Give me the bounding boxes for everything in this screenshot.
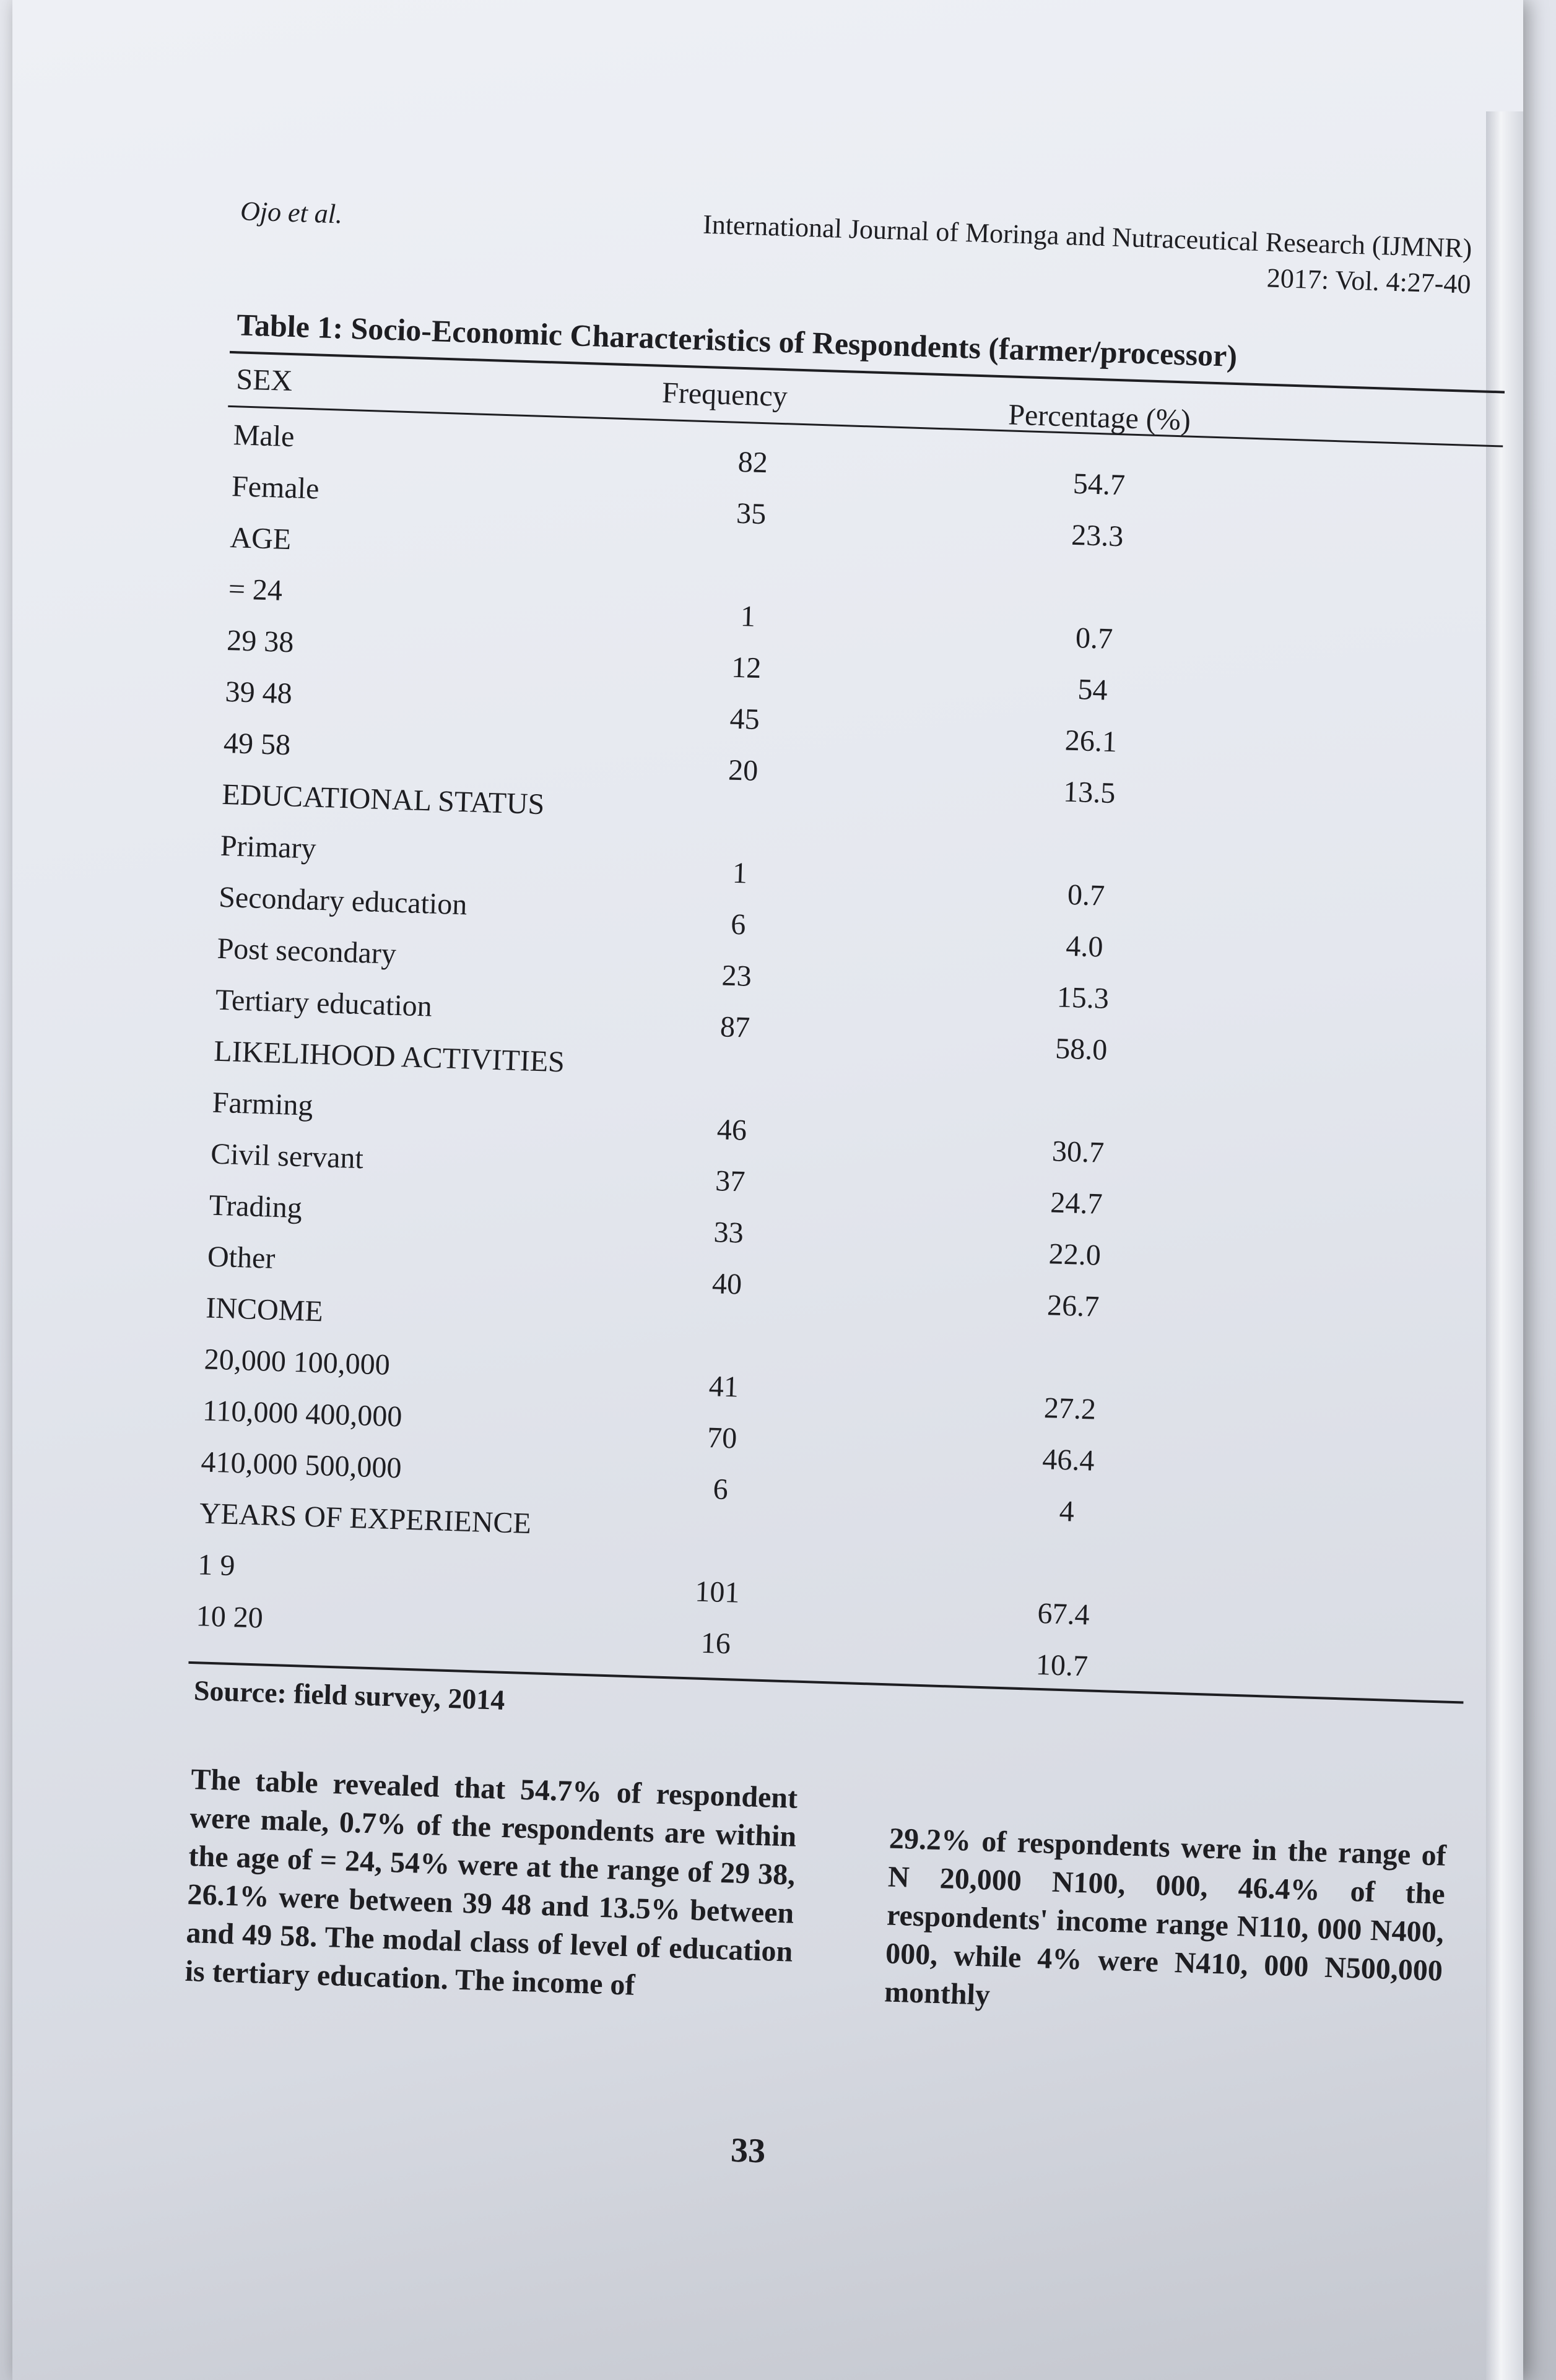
row-frequency: 35 bbox=[736, 496, 767, 531]
running-header-journal bbox=[702, 207, 1473, 303]
row-label: Primary bbox=[220, 829, 317, 865]
row-label: Other bbox=[207, 1240, 276, 1275]
row-frequency: 70 bbox=[706, 1421, 738, 1455]
journal-name: International Journal of Moringa and Nutraceutical Research (IJMNR) bbox=[702, 209, 1473, 264]
row-frequency: 6 bbox=[730, 907, 747, 941]
row-label: Male bbox=[232, 418, 295, 454]
row-frequency: 46 bbox=[716, 1113, 747, 1147]
row-frequency: 33 bbox=[713, 1216, 744, 1250]
row-percentage: 10.7 bbox=[1035, 1648, 1089, 1683]
body-paragraph-right: 29.2% of respondents were in the range of N 20,000 N100, 000, 46.4% of the respondents' income range N110, 000 N400, 000, while 4% were N410, 000 N500,000 monthly bbox=[884, 1822, 1447, 2012]
row-percentage: 30.7 bbox=[1051, 1135, 1105, 1169]
body-paragraph-left: The table revealed that 54.7% of respondent were male, 0.7% of the respondents are within the age of = 24, 54% were at the range of 29 38, 26.1% were between 39 48 and 13.5% between and 49 58. The modal class of level of education is tertiary education. The income of bbox=[184, 1763, 798, 2002]
table-source-note: Source: field survey, 2014 bbox=[193, 1674, 506, 1716]
column-header-frequency: Frequency bbox=[661, 376, 788, 413]
row-percentage: 4.0 bbox=[1065, 929, 1104, 964]
page-content bbox=[72, 173, 1498, 2257]
row-frequency: 23 bbox=[721, 959, 752, 993]
row-percentage: 4 bbox=[1059, 1494, 1075, 1528]
row-label: 410,000 500,000 bbox=[200, 1445, 402, 1485]
row-frequency: 87 bbox=[719, 1010, 750, 1044]
journal-page bbox=[12, 0, 1523, 2380]
row-label: 110,000 400,000 bbox=[202, 1394, 403, 1434]
row-percentage: 15.3 bbox=[1056, 980, 1110, 1015]
row-label: Secondary education bbox=[218, 880, 468, 922]
row-frequency: 101 bbox=[694, 1575, 741, 1609]
row-frequency: 20 bbox=[728, 753, 759, 788]
row-percentage: 54 bbox=[1077, 673, 1108, 707]
running-header-author: Ojo et al. bbox=[240, 196, 343, 230]
row-percentage: 13.5 bbox=[1063, 775, 1116, 810]
row-label: 1 9 bbox=[197, 1548, 236, 1583]
row-percentage: 0.7 bbox=[1075, 621, 1113, 656]
row-frequency: 40 bbox=[711, 1267, 742, 1301]
row-label: Farming bbox=[212, 1086, 314, 1122]
row-percentage: 26.7 bbox=[1046, 1289, 1100, 1323]
row-label: 49 58 bbox=[223, 726, 291, 762]
row-label: 20,000 100,000 bbox=[204, 1343, 391, 1382]
row-frequency: 45 bbox=[729, 702, 760, 737]
row-percentage: 23.3 bbox=[1071, 518, 1124, 553]
row-label: 29 38 bbox=[226, 623, 295, 659]
row-label: Civil servant bbox=[210, 1137, 364, 1175]
row-label: AGE bbox=[229, 521, 292, 556]
row-frequency: 37 bbox=[715, 1164, 746, 1198]
row-percentage: 0.7 bbox=[1067, 878, 1105, 912]
row-label: YEARS OF EXPERIENCE bbox=[199, 1497, 532, 1541]
row-percentage: 54.7 bbox=[1072, 467, 1126, 502]
row-frequency: 16 bbox=[700, 1626, 731, 1661]
row-percentage: 46.4 bbox=[1041, 1443, 1095, 1478]
row-label: Trading bbox=[208, 1188, 303, 1225]
table-title: Table 1: Socio-Economic Characteristics of Respondents (farmer/processor) bbox=[236, 307, 1238, 373]
row-percentage: 26.1 bbox=[1064, 724, 1118, 759]
row-frequency: 1 bbox=[732, 856, 748, 890]
row-frequency: 41 bbox=[708, 1370, 739, 1404]
row-percentage: 67.4 bbox=[1037, 1596, 1090, 1632]
row-label: Post secondary bbox=[216, 932, 397, 971]
row-frequency: 12 bbox=[731, 651, 762, 685]
row-percentage: 22.0 bbox=[1048, 1237, 1102, 1272]
row-frequency: 82 bbox=[737, 445, 768, 480]
row-label: = 24 bbox=[228, 573, 283, 607]
row-frequency: 1 bbox=[740, 600, 756, 633]
row-label: 10 20 bbox=[196, 1599, 264, 1635]
page-number: 33 bbox=[730, 2131, 767, 2171]
row-percentage: 27.2 bbox=[1043, 1391, 1097, 1426]
journal-volume: 2017: Vol. 4:27-40 bbox=[1266, 262, 1472, 300]
row-label: INCOME bbox=[205, 1291, 324, 1328]
row-label: LIKELIHOOD ACTIVITIES bbox=[213, 1034, 565, 1079]
row-label: Tertiary education bbox=[215, 983, 433, 1023]
row-percentage: 58.0 bbox=[1054, 1032, 1108, 1067]
column-header-percentage: Percentage (%) bbox=[1007, 398, 1191, 437]
row-label: 39 48 bbox=[224, 675, 293, 711]
row-label: Female bbox=[231, 470, 320, 506]
row-frequency: 6 bbox=[712, 1473, 729, 1507]
row-label: EDUCATIONAL STATUS bbox=[221, 777, 545, 821]
next-page-edge bbox=[1486, 111, 1523, 2380]
column-header-category: SEX bbox=[235, 363, 293, 398]
row-percentage: 24.7 bbox=[1050, 1186, 1103, 1221]
